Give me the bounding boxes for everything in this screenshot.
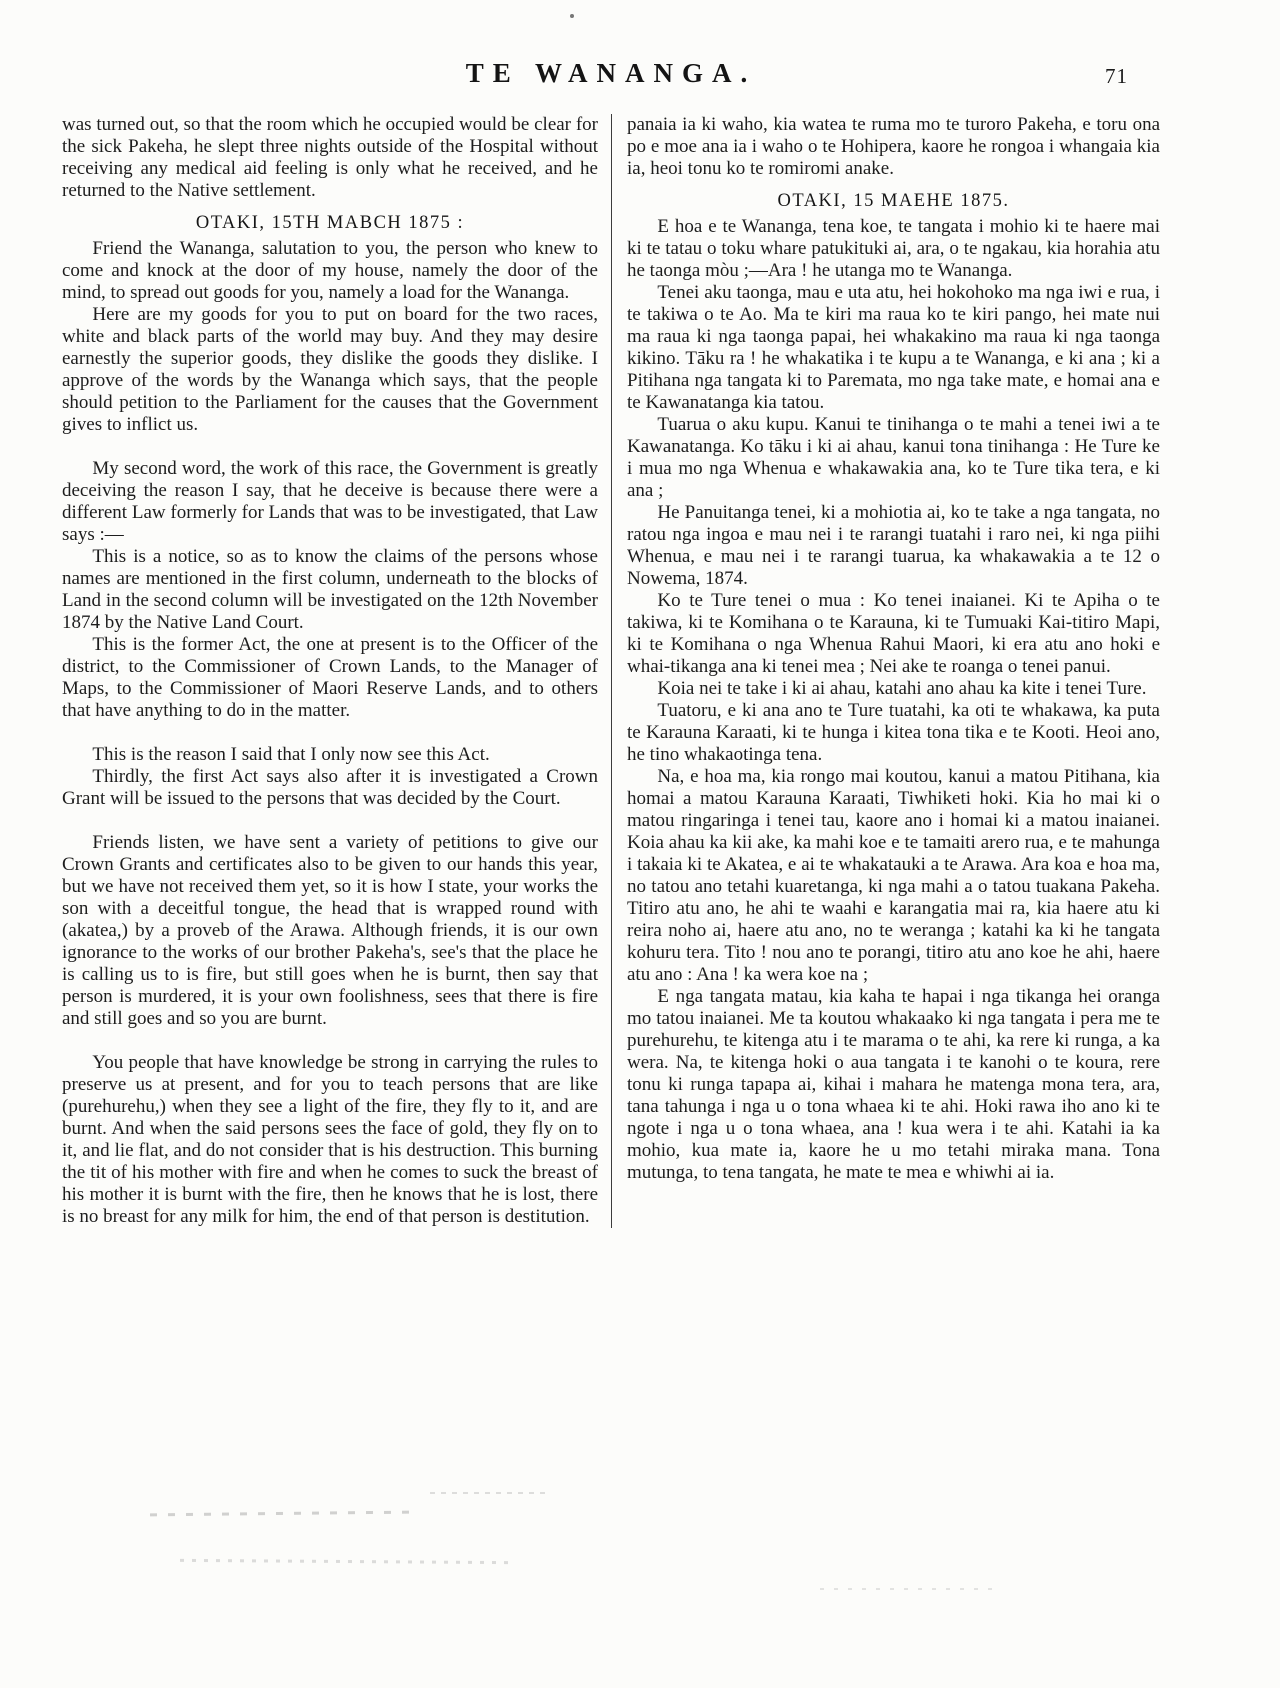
- paragraph-maori: Tuarua o aku kupu. Kanui te tinihanga o te mahi a tenei iwi a te Kawanatanga. Ko tāku i ki ai ahau, kanui tona tinihanga : He Ture ke i mua mo nga Whenua e whakawakia ana, ko te Ture tika tera, e ki ana ;: [627, 414, 1160, 501]
- paragraph-english: This is the former Act, the one at present is to the Officer of the district, to the Commissioner of Crown Lands, to the Manager of Maps, to the Commissioner of Maori Reserve Lands, and to others that have anything to do in the matter.: [62, 634, 598, 721]
- paragraph-maori: Na, e hoa ma, kia rongo mai koutou, kanui a matou Pitihana, kia homai a matou Karauna Karaati, Tiwhiketi hoki. Kia ho mai ki o matou ringaringa i tenei tau, kaore ano i homai ki a matou inaianei. Koia ahau ka kii ake, ka mahi koe e te tamaiti arero rua, e te mahunga i takaia ki te Akatea, e ai te whakatauki a te Arawa. Ara koa e hoa ma, no tatou ano tetahi kuaretanga, ki nga mahi a o tatou tuakana Pakeha. Titiro atu ano, he ahi te waahi e karangatia mai ra, kia haere atu ki reira noho ai, haere atu ano, no te weranga ; katahi ka ki he tangata kohuru tera. Tito ! nou ano te porangi, titiro atu ano koe he ahi, haere atu ano : Ana ! ka wera koe na ;: [627, 766, 1160, 985]
- masthead-title: TE WANANGA.: [465, 58, 757, 88]
- paragraph-english: My second word, the work of this race, the Government is greatly deceiving the reason I say, that he deceive is because there were a different Law formerly for Lands that was to be investigated, that Law says :—: [62, 458, 598, 545]
- paragraph-maori: E nga tangata matau, kia kaha te hapai i nga tikanga hei oranga mo tatou inaianei. Me ta koutou whakaako ki nga tangata i pera me te purehurehu, te kitenga atu i te marama o te ahi, ka rere ki runga, a ka wera. Na, te kitenga hoki o aua tangata i te kanohi o te koura, rere tonu ki runga tapapa ai, kihai i mahara he matenga mona tera, ara, tana tahunga i nga u o tona whaea ki te ahi. Hoki rawa iho ano ki te ngote i nga u o tona whaea, ana ! kua wera i te ahi. Katahi ia ka mohio, kua mate ia, kaore he u mo tetahi miraka mana. Tona mutunga, to tena tangata, he mate te mea e whiwhi ai ia.: [627, 986, 1160, 1183]
- scan-smudge: [150, 1511, 410, 1517]
- paragraph-english: Thirdly, the first Act says also after it is investigated a Crown Grant will be issued to the persons that was decided by the Court.: [62, 766, 598, 809]
- dateline-maori: OTAKI, 15 MAEHE 1875.: [777, 191, 1010, 211]
- paragraph-english-intro: was turned out, so that the room which he occupied would be clear for the sick Pakeha, he slept three nights outside of the Hospital without receiving any medical aid feeling is only what he received, and he returned to the Native settlement.: [62, 114, 598, 201]
- paragraph-maori-intro: panaia ia ki waho, kia watea te ruma mo te turoro Pakeha, e toru ona po e moe ana ia i waho o te Hohipera, kaore he rongoa i whangaia kia ia, heoi tonu ko te romiromi anake.: [627, 114, 1160, 179]
- scan-smudge: [430, 1492, 550, 1494]
- page-number: 71: [1105, 64, 1128, 88]
- left-column-english: [62, 114, 611, 1228]
- article-columns: [62, 114, 1160, 1228]
- paragraph-maori: Koia nei te take i ki ai ahau, katahi ano ahau ka kite i tenei Ture.: [657, 678, 1147, 699]
- paragraph-english: Here are my goods for you to put on board for the two races, white and black parts of the world may buy. And they may desire earnestly the superior goods, they dislike the goods they dislike. I approve of the words by the Wananga which says, that the people should petition to the Parliament for the causes that the Government gives to inflict us.: [62, 304, 598, 435]
- masthead: [62, 58, 1160, 98]
- paragraph-maori: Tenei aku taonga, mau e uta atu, hei hokohoko ma nga iwi e rua, i te takiwa o te Ao. Ma te kiri ma raua ko te kiri pango, hei mate nui ma raua ki nga taonga papai, hei whakakino ma raua ki nga taonga kikino. Tāku ra ! he whakatika i te kupu a te Wananga, e ki ana ; ki a Pitihana nga tangata ki to Paremata, mo nga take mate, e homai ana e te Kawanatanga kia tatou.: [627, 282, 1160, 413]
- paragraph-english: Friends listen, we have sent a variety of petitions to give our Crown Grants and certificates also to be given to our hands this year, but we have not received them yet, so it is how I state, your works the son with a deceitful tongue, the head that is wrapped round with (akatea,) by a proveb of the Arawa. Although friends, it is our own ignorance to the works of our brother Pakeha's, see's that the place he is calling us to is fire, but still goes when he is burnt, then say that person is murdered, it is your own foolishness, sees that there is fire and still goes and so you are burnt.: [62, 832, 598, 1029]
- paragraph-maori: He Panuitanga tenei, ki a mohiotia ai, ko te take a nga tangata, no ratou nga ingoa e mau nei i te rarangi tuatahi i raro nei, ki nga piihi Whenua, e mau nei i te rarangi tuarua, ka whakawakia a te 12 o Nowema, 1874.: [627, 502, 1160, 589]
- scan-speck: [570, 14, 574, 18]
- paragraph-maori: Tuatoru, e ki ana ano te Ture tuatahi, ka oti te whakawa, ka puta te Karauna Karaati, ki te hunga i kitea tona tika e te Kooti. Heoi ano, he tino whakaotinga tena.: [627, 700, 1160, 765]
- paragraph-english: Friend the Wananga, salutation to you, the person who knew to come and knock at the door of my house, namely the door of the mind, to spread out goods for you, namely a load for the Wananga.: [62, 238, 598, 303]
- scan-smudge: [180, 1559, 510, 1564]
- paragraph-english: You people that have knowledge be strong in carrying the rules to preserve us at present, and for you to teach persons that are like (purehurehu,) when they see a light of the fire, they fly to it, and are burnt. And when the said persons sees the face of gold, they fly on to it, and lie flat, and do not consider that is his destruction. This burning the tit of his mother with fire and when he comes to suck the breast of his mother it is burnt with the fire, then he knows that he is lost, there is no breast for any milk for him, the end of that person is destitution.: [62, 1052, 598, 1227]
- paragraph-english: This is a notice, so as to know the claims of the persons whose names are mentioned in the first column, underneath to the blocks of Land in the second column will be investigated on the 12th November 1874 by the Native Land Court.: [62, 546, 598, 633]
- scan-smudge: [820, 1588, 1000, 1590]
- paragraph-maori: Ko te Ture tenei o mua : Ko tenei inaianei. Ki te Apiha o te takiwa, ki te Komihana o te Karauna, ki te Tumuaki Kai-titiro Mapi, ki te Komihana o nga Whenua Rahui Maori, ki era atu ano hoki e whai-tikanga ana ki tenei mea ; Nei ake te roanga o tenei panui.: [627, 590, 1160, 677]
- paragraph-maori: E hoa e te Wananga, tena koe, te tangata i mohio ki te haere mai ki te tatau o toku whare patukituki ai, ara, o te ngakau, kia horahia atu he taonga mòu ;—Ara ! he utanga mo te Wananga.: [627, 216, 1160, 281]
- right-column-maori: [611, 114, 1160, 1228]
- paragraph-english: This is the reason I said that I only now see this Act.: [92, 744, 490, 765]
- dateline-english: OTAKI, 15TH MABCH 1875 :: [195, 213, 465, 233]
